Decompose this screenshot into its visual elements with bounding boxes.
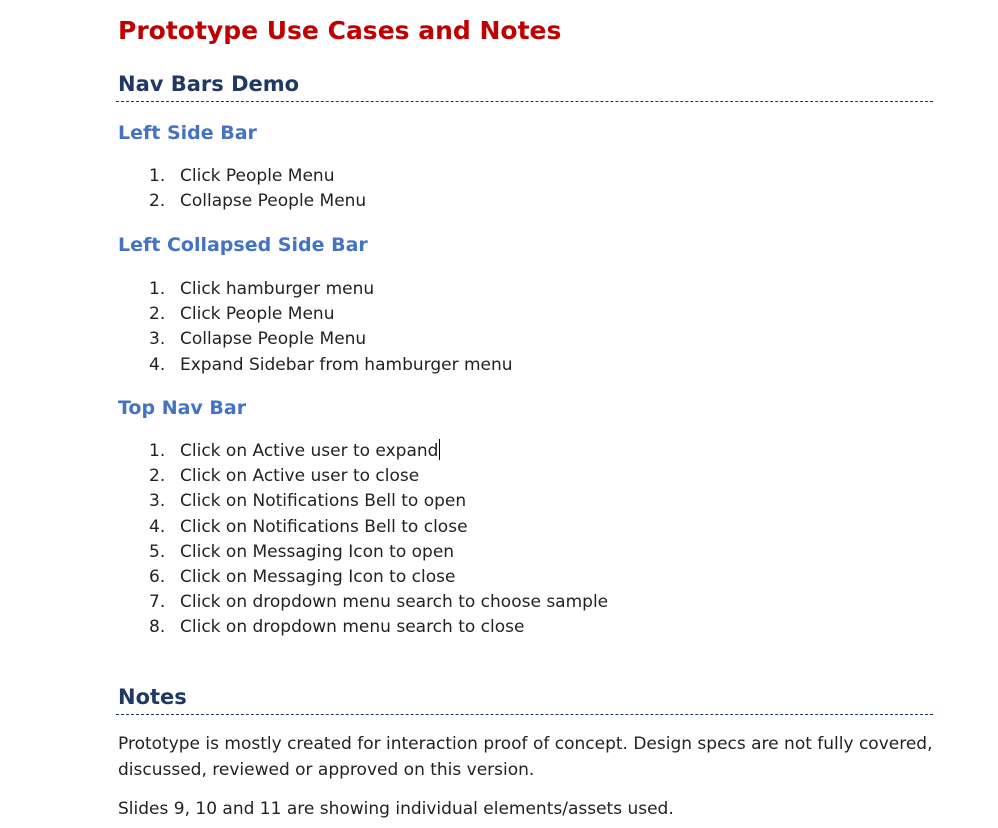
list-number: 4. (149, 516, 166, 537)
notes-divider (116, 714, 933, 715)
list-number: 5. (149, 541, 166, 562)
nav-bars-demo-heading: Nav Bars Demo (118, 72, 300, 96)
notes-paragraph: Prototype is mostly created for interaction proof of concept. Design specs are not fully covered, discussed, reviewed or approved on this version. (118, 734, 933, 780)
list-text: Collapse People Menu (180, 191, 367, 212)
list-text: Collapse People Menu (180, 329, 367, 350)
notes-heading: Notes (118, 685, 187, 709)
list-text: Click hamburger menu (180, 279, 375, 299)
list-text: Click on Messaging Icon to open (180, 541, 455, 562)
nav-bars-demo-divider (116, 101, 933, 102)
page-title: Prototype Use Cases and Notes (118, 16, 562, 45)
list-text: Click on dropdown menu search to choose sample (180, 592, 609, 613)
list-text: Click on Active user to close (180, 466, 420, 487)
list-text: Click People Menu (180, 304, 335, 325)
list-number: 3. (149, 329, 166, 350)
top-nav-bar-heading: Top Nav Bar (118, 397, 247, 419)
list-number: 3. (149, 491, 166, 512)
list-text: Expand Sidebar from hamburger menu (180, 354, 513, 375)
list-text: Click on Messaging Icon to close (180, 566, 456, 587)
list-number: 4. (149, 354, 166, 375)
list-text: Click on Notifications Bell to open (180, 491, 467, 512)
list-number: 1. (149, 279, 166, 299)
list-text: Click on Notifications Bell to close (180, 516, 468, 537)
left-side-bar-heading: Left Side Bar (118, 122, 257, 144)
list-number: 7. (149, 592, 166, 613)
left-collapsed-side-bar-heading: Left Collapsed Side Bar (118, 234, 368, 256)
list-number: 2. (149, 191, 166, 212)
list-number: 1. (149, 441, 166, 461)
notes-paragraph: Slides 9, 10 and 11 are showing individual elements/assets used. (118, 799, 674, 819)
text-cursor (439, 439, 440, 460)
list-number: 2. (149, 304, 166, 325)
list-number: 6. (149, 566, 166, 587)
list-text: Click on dropdown menu search to close (180, 617, 525, 638)
list-number: 2. (149, 466, 166, 487)
list-text: Click on Active user to expand (180, 441, 439, 461)
list-text: Click People Menu (180, 166, 335, 186)
list-number: 1. (149, 166, 166, 186)
list-number: 8. (149, 617, 166, 638)
